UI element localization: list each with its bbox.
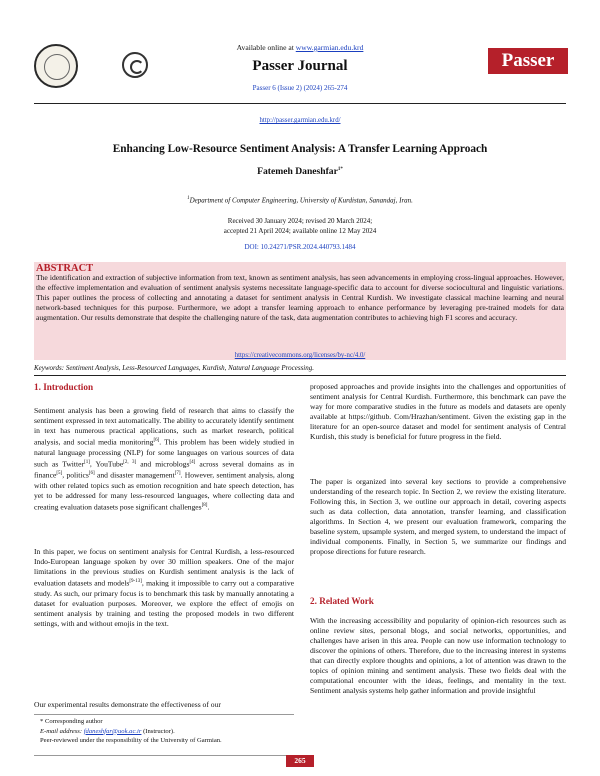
author-name: Fatemeh Daneshfar$^{1*}$: [257, 166, 343, 177]
passer-brand-logo: Passer: [488, 48, 568, 74]
header-rule: [34, 103, 566, 104]
intro-paragraph-1: Sentiment analysis has been a growing field of research that aims to classify the sentiment expressed in text automatically. The ability to accurately identify sentiment in text has numerous practical applications, such as market research, political analysis, and social media monitoring[6]. This problem has been widely studied in natural language processing (NLP) for some languages on various sources of data such as Twitter[1], YouTube[2, 3] and microblogs[4] across several domains as in finance[5], politics[6] and disaster management[7]. However, sentiment analysis, along with other related topics such as emotion recognition and hate speech detection, has yet to be addressed for many less-resourced languages, where collecting data and creating evaluation datasets pose significant challenges[8].: [34, 406, 295, 512]
available-online-link[interactable]: www.garmian.edu.krd: [295, 43, 364, 52]
received-dates-line2: accepted 21 April 2024; available online 12 May 2024: [223, 227, 377, 235]
section-heading-introduction: 1. Introduction: [34, 382, 94, 392]
corresponding-author: * Corresponding author: [40, 718, 103, 725]
doi[interactable]: DOI: 10.24271/PSR.2024.440793.1484: [244, 243, 356, 251]
peer-review-note: Peer-reviewed under the responsibility of the University of Garmian.: [40, 737, 222, 745]
intro-paragraph-4: proposed approaches and provide insights into the challenges and opportunities of sentiment analysis for Central Kurdish. Furthermore, this benchmark can pave the way for more comparative studies in the future as models and datasets are openly available at https://github. Com/Hrazhan/sentiment. Given the existing gap in the literature for an open-source dataset and model for sentiment analysis of Central Kurdish, this study is beneficial for future progress in the field.: [310, 382, 566, 441]
related-work-paragraph-1: With the increasing accessibility and popularity of opinion-rich resources such as online review sites, personal blogs, and social networks, opportunities, and challenges have arisen in this area. People can now use information technology to discover the opinions of others. Therefore, due to the increasing interest in systems that can directly explore thoughts and opinions, a lot of attention was drawn to the topics of opinion mining and sentiment analysis. These two fields deal with the computational encounter with the ideas, feelings, and mentality in the text. Sentiment analysis systems help gather information and provide insightful: [310, 616, 566, 695]
keywords-rule: [34, 375, 566, 376]
crossref-icon[interactable]: [122, 52, 148, 78]
email-link[interactable]: fdaneshfar@uok.ac.ir: [83, 727, 142, 735]
keywords: Keywords: Sentiment Analysis, Less-Resourced Languages, Kurdish, Natural Language Processing.: [34, 364, 314, 372]
received-dates-line1: Received 30 January 2024; revised 20 March 2024;: [227, 217, 373, 225]
abstract-title: ABSTRACT: [36, 263, 94, 274]
available-online-line: Available online at www.garmian.edu.krd: [236, 43, 364, 52]
intro-paragraph-3: Our experimental results demonstrate the effectiveness of our: [34, 700, 221, 709]
footnote-box: [34, 714, 294, 756]
intro-paragraph-5: The paper is organized into several key sections to provide a comprehensive understanding of the research topic. In Section 2, we review the existing literature. Following this, in Section 3, we outline our approach in detail, covering aspects such as data collection, data annotation, transfer learning, and classification algorithms. In Section 4, we present our evaluation framework, comparing the baseline system, upsample system, and merged system, to understand the impact of individual components. Finally, in Section 5, we summarize our findings and propose directions for future research.: [310, 477, 566, 556]
license-link[interactable]: https://creativecommons.org/licenses/by-nc/4.0/: [234, 352, 366, 359]
email-line: E-mail address: fdaneshfar@uok.ac.ir (Instructor).: [40, 727, 175, 735]
intro-paragraph-2: In this paper, we focus on sentiment analysis for Central Kurdish, a less-resourced Indo-European language spoken by over 30 million speakers. One of the major limitations in the previous studies on Kurdish sentiment analysis is the lack of evaluation datasets and models[9-13], making it impossible to carry out a comparative study. As such, our primary focus is to benchmark this task by manually annotating a dataset for evaluation purposes. Moreover, we explore the effect of emojis on sentiment analysis by training and testing the proposed models in two different settings, with and without emojis in the text.: [34, 547, 294, 628]
volume-info: Passer 6 (Issue 2) (2024) 265-274: [252, 84, 348, 92]
university-seal-logo: [34, 44, 78, 88]
abstract-text: The identification and extraction of subjective information from text, known as sentiment analysis, has seen advancements in employing cross-lingual approaches. However, the effective implementation and evaluation of sentiment analysis systems necessitate language-specific data to account for diverse sociocultural and linguistic variations. This paper outlines the process of collecting and annotating a dataset for sentiment analysis in Central Kurdish. We investigate classical machine learning and neural network-based techniques for this purpose. Furthermore, we adopt a transfer learning approach to enhance performance by leveraging pre-trained models for data augmentation. Our results demonstrate that despite the challenging nature of the task, data augmentation contributes to achieving high F1 scores and accuracy.: [36, 273, 564, 322]
article-title: Enhancing Low-Resource Sentiment Analysis: A Transfer Learning Approach: [112, 143, 488, 155]
page-number: 265: [286, 755, 314, 767]
journal-name: Passer Journal: [252, 58, 348, 74]
journal-url-link[interactable]: http://passer.garmian.edu.krd/: [259, 117, 341, 124]
affiliation: $^1$Department of Computer Engineering, University of Kurdistan, Sanandaj, Iran.: [187, 196, 413, 205]
section-heading-related-work: 2. Related Work: [310, 596, 374, 606]
